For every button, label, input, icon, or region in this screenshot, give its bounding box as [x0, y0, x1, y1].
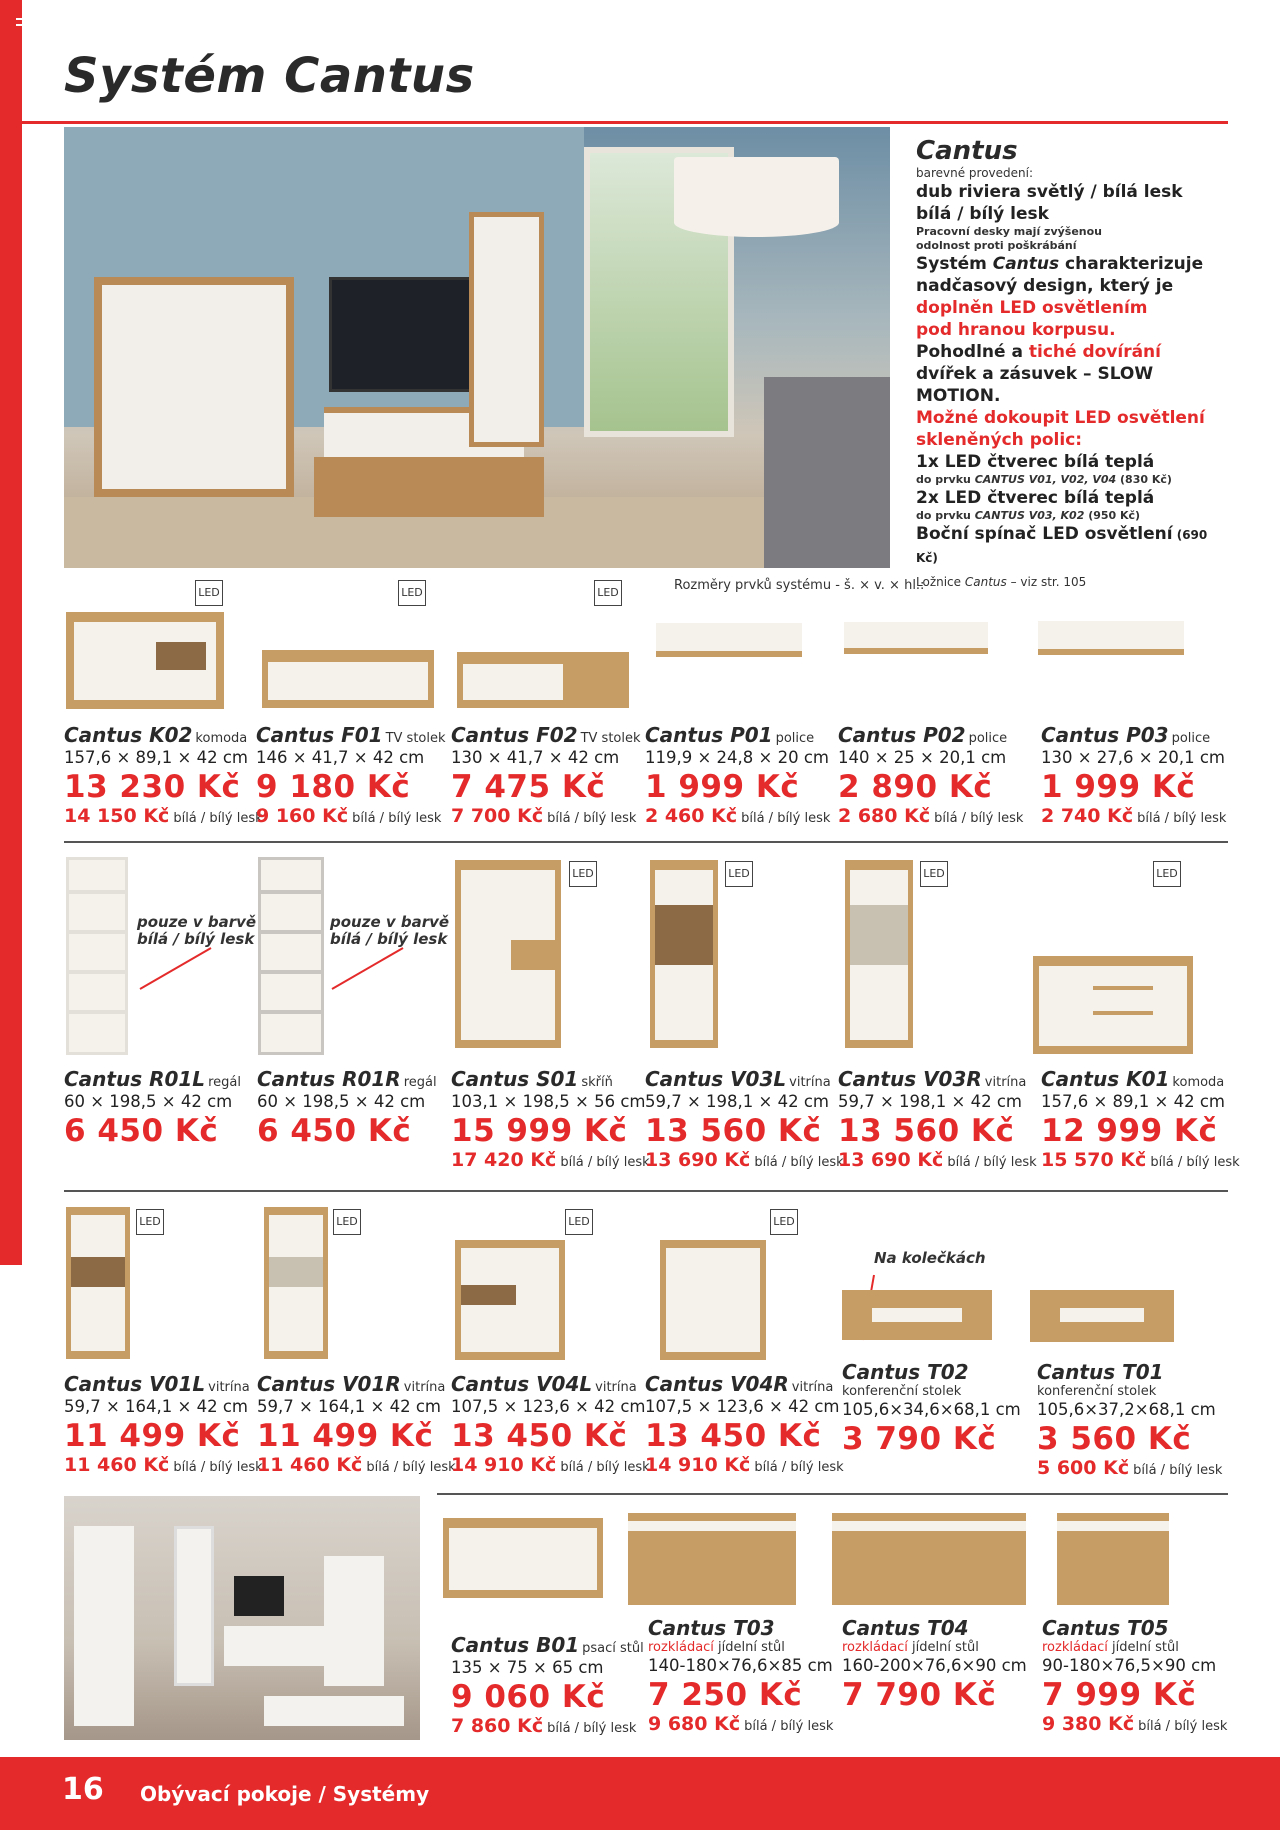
product-v03r: Cantus V03R vitrína 59,7 × 198,1 × 42 cm 13 560 Kč 13 690 Kč bílá / bílý lesk [838, 1067, 1037, 1171]
living-room-photo-2 [64, 1496, 420, 1740]
led-badge: LED [569, 861, 597, 887]
left-accent-bar [0, 0, 22, 1265]
price: 7 475 Kč [451, 769, 606, 805]
product-v01l: Cantus V01L vitrína 59,7 × 164,1 × 42 cm 11 499 Kč 11 460 Kč bílá / bílý lesk [64, 1372, 263, 1476]
t04-dining-table-image [832, 1513, 1026, 1605]
p02-shelf-image [844, 622, 988, 654]
price: 2 890 Kč [838, 769, 993, 805]
product-t02: Cantus T02 konferenční stolek 105,6×34,6×68,1 cm 3 790 Kč [842, 1360, 1021, 1457]
led-badge: LED [1153, 861, 1181, 887]
v01r-vitrine-image [264, 1207, 328, 1359]
product-t05: Cantus T05 rozkládací jídelní stůl 90-180×76,5×90 cm 7 999 Kč 9 380 Kč bílá / bílý lesk [1042, 1616, 1228, 1735]
r01r-shelf-image [258, 857, 324, 1055]
dimensions-note: Rozměry prvků systému - š. × v. × hl.: [674, 578, 925, 593]
t02-coffee-table-image [842, 1290, 992, 1340]
product-f01: Cantus F01 TV stolek 146 × 41,7 × 42 cm 9 180 Kč 9 160 Kč bílá / bílý lesk [256, 723, 446, 827]
arrow-icon [332, 947, 404, 990]
led-badge: LED [770, 1209, 798, 1235]
price: 3 790 Kč [842, 1421, 997, 1457]
price: 6 450 Kč [257, 1113, 412, 1149]
led-badge: LED [920, 861, 948, 887]
price: 1 999 Kč [1041, 769, 1196, 805]
p01-shelf-image [656, 623, 802, 657]
product-v04r: Cantus V04R vitrína 107,5 × 123,6 × 42 cm 13 450 Kč 14 910 Kč bílá / bílý lesk [645, 1372, 844, 1476]
price: 9 180 Kč [256, 769, 411, 805]
product-r01l: Cantus R01L regál 60 × 198,5 × 42 cm 6 450 Kč [64, 1067, 241, 1149]
f02-tv-stand-image [457, 652, 629, 708]
price: 7 790 Kč [842, 1677, 997, 1713]
section-title: Obývací pokoje / Systémy [140, 1782, 430, 1806]
row-divider [64, 1190, 1228, 1192]
price: 13 560 Kč [838, 1113, 1015, 1149]
f01-tv-stand-image [262, 650, 434, 708]
k01-chest-image [1033, 956, 1193, 1054]
page-number: 16 [62, 1772, 104, 1807]
system-info: Cantus barevné provedení: dub riviera světlý / bílá lesk bílá / bílý lesk Pracovní desky mají zvýšenou odolnost proti poškrábání Systém Cantus charakterizuje nadčasový design, který je doplněn LED osvětlením pod hranou korpusu. Pohodlné a tiché dovírání dvířek a zásuvek – SLOW MOTION. Možné dokoupit LED osvětlení skleněných polic: 1x LED čtverec bílá teplá do prvku CANTUS V01, V02, V04 (830 Kč) 2x LED čtverec bílá teplá do prvku CANTUS V03, K02 (950 Kč) Boční spínač LED osvětlení (690 Kč) Ložnice Cantus – viz str. 105 [916, 136, 1226, 590]
price: 9 060 Kč [451, 1679, 606, 1715]
living-room-photo [64, 127, 890, 568]
row-divider [64, 841, 1228, 843]
led-badge: LED [398, 580, 426, 606]
product-p01: Cantus P01 police 119,9 × 24,8 × 20 cm 1 999 Kč 2 460 Kč bílá / bílý lesk [645, 723, 831, 827]
price: 1 999 Kč [645, 769, 800, 805]
brand-name: Cantus [916, 136, 1018, 166]
v04r-vitrine-image [660, 1240, 766, 1360]
product-v04l: Cantus V04L vitrína 107,5 × 123,6 × 42 cm 13 450 Kč 14 910 Kč bílá / bílý lesk [451, 1372, 650, 1476]
b01-desk-image [443, 1518, 603, 1598]
led-badge: LED [594, 580, 622, 606]
price: 11 499 Kč [257, 1418, 434, 1454]
page-title: Systém Cantus [64, 48, 475, 104]
v03l-vitrine-image [650, 860, 718, 1048]
t03-dining-table-image [628, 1513, 796, 1605]
k02-chest-image [66, 612, 224, 709]
product-b01: Cantus B01 psací stůl 135 × 75 × 65 cm 9 060 Kč 7 860 Kč bílá / bílý lesk [451, 1633, 644, 1737]
product-r01r: Cantus R01R regál 60 × 198,5 × 42 cm 6 450 Kč [257, 1067, 437, 1149]
title-rule [22, 121, 1228, 124]
product-t03: Cantus T03 rozkládací jídelní stůl 140-180×76,6×85 cm 7 250 Kč 9 680 Kč bílá / bílý lesk [648, 1616, 834, 1735]
p03-shelf-image [1038, 621, 1184, 655]
price: 15 999 Kč [451, 1113, 628, 1149]
t05-dining-table-image [1057, 1513, 1169, 1605]
white-only-note: pouze v barvě bílá / bílý lesk [137, 913, 257, 948]
led-badge: LED [136, 1209, 164, 1235]
v01l-vitrine-image [66, 1207, 130, 1359]
product-k02: Cantus K02 komoda 157,6 × 89,1 × 42 cm 13 230 Kč 14 150 Kč bílá / bílý lesk [64, 723, 263, 827]
product-p02: Cantus P02 police 140 × 25 × 20,1 cm 2 890 Kč 2 680 Kč bílá / bílý lesk [838, 723, 1024, 827]
product-p03: Cantus P03 police 130 × 27,6 × 20,1 cm 1 999 Kč 2 740 Kč bílá / bílý lesk [1041, 723, 1227, 827]
product-s01: Cantus S01 skříň 103,1 × 198,5 × 56 cm 15 999 Kč 17 420 Kč bílá / bílý lesk [451, 1067, 650, 1171]
product-v03l: Cantus V03L vitrína 59,7 × 198,1 × 42 cm 13 560 Kč 13 690 Kč bílá / bílý lesk [645, 1067, 844, 1171]
product-t04: Cantus T04 rozkládací jídelní stůl 160-200×76,6×90 cm 7 790 Kč [842, 1616, 1027, 1713]
arrow-icon [140, 947, 212, 990]
price: 11 499 Kč [64, 1418, 241, 1454]
led-badge: LED [725, 861, 753, 887]
product-v01r: Cantus V01R vitrína 59,7 × 164,1 × 42 cm 11 499 Kč 11 460 Kč bílá / bílý lesk [257, 1372, 456, 1476]
row-divider [437, 1493, 1228, 1495]
white-only-note: pouze v barvě bílá / bílý lesk [330, 913, 450, 948]
product-f02: Cantus F02 TV stolek 130 × 41,7 × 42 cm 7 475 Kč 7 700 Kč bílá / bílý lesk [451, 723, 641, 827]
price: 13 450 Kč [451, 1418, 628, 1454]
price: 6 450 Kč [64, 1113, 219, 1149]
price: 13 560 Kč [645, 1113, 822, 1149]
price: 12 999 Kč [1041, 1113, 1218, 1149]
led-badge: LED [565, 1209, 593, 1235]
price: 3 560 Kč [1037, 1421, 1192, 1457]
v04l-vitrine-image [455, 1240, 565, 1360]
wheels-note: Na kolečkách [874, 1249, 986, 1267]
product-k01: Cantus K01 komoda 157,6 × 89,1 × 42 cm 12 999 Kč 15 570 Kč bílá / bílý lesk [1041, 1067, 1240, 1171]
s01-wardrobe-image [455, 860, 561, 1048]
price: 13 230 Kč [64, 769, 241, 805]
price: 7 999 Kč [1042, 1677, 1197, 1713]
t01-coffee-table-image [1030, 1290, 1174, 1342]
product-t01: Cantus T01 konferenční stolek 105,6×37,2×68,1 cm 3 560 Kč 5 600 Kč bílá / bílý lesk [1037, 1360, 1223, 1479]
led-badge: LED [333, 1209, 361, 1235]
menu-icon [16, 18, 30, 26]
price: 13 450 Kč [645, 1418, 822, 1454]
price: 7 250 Kč [648, 1677, 803, 1713]
led-badge: LED [195, 580, 223, 606]
r01l-shelf-image [66, 857, 128, 1055]
v03r-vitrine-image [845, 860, 913, 1048]
